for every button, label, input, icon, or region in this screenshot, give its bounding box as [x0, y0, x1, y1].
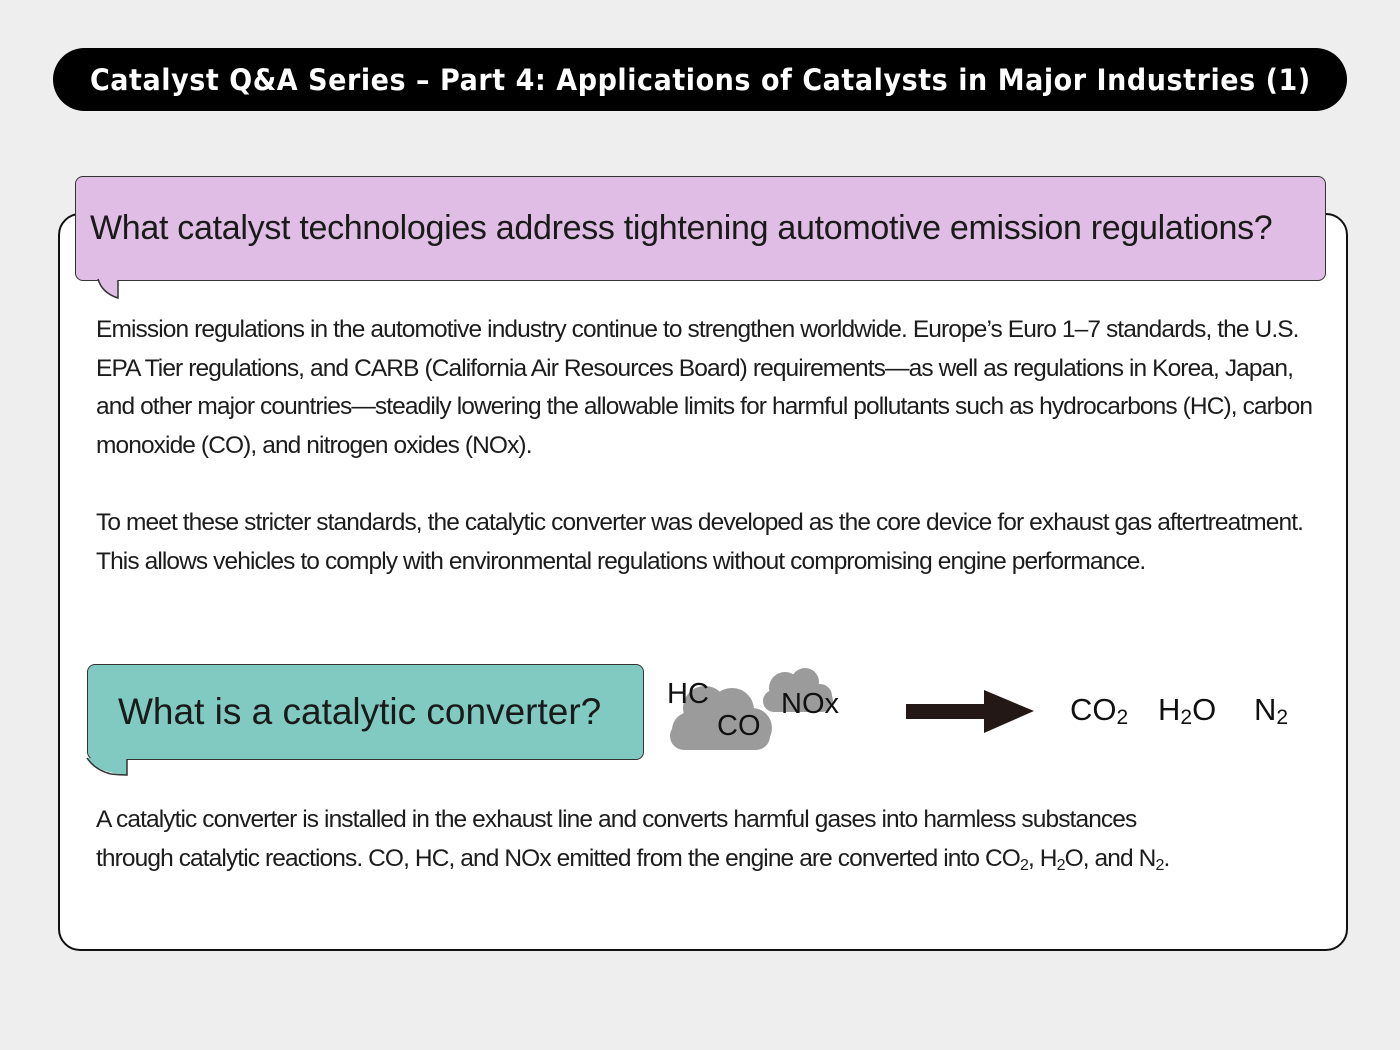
product-co2 — [1070, 692, 1128, 730]
title-banner — [53, 48, 1347, 111]
paragraph-converter-answer — [96, 801, 1326, 885]
question-bubble-converter — [87, 664, 644, 760]
answer-line-2: through catalytic reactions. CO, HC, and NOx emitted from the engine are converted into CO — [96, 844, 1020, 872]
arrow-right-icon — [906, 690, 1036, 734]
question-converter-text: What is a catalytic converter? — [118, 691, 602, 732]
pollutant-nox: NOx — [781, 688, 839, 720]
answer-sub-1: 2 — [1019, 856, 1028, 874]
page-title: Catalyst Q&A Series – Part 4: Applications of Catalysts in Major Industries (1) — [89, 62, 1311, 97]
product-h2o-tail: O — [1192, 692, 1217, 727]
question-emission-text: What catalyst technologies address tightening automotive emission regulations? — [90, 209, 1273, 247]
product-h2o — [1158, 692, 1216, 730]
pollutant-hc: HC — [667, 678, 709, 710]
paragraph-converter-development: To meet these stricter standards, the catalytic converter was developed as the core device for exhaust gas aftertreatment. This allows vehicles to comply with environmental regulations without compromising engine performance. — [96, 509, 1304, 575]
answer-sub-2: 2 — [1056, 856, 1065, 874]
speech-tail-icon — [87, 758, 131, 778]
speech-tail-icon — [98, 279, 122, 299]
product-h2o-base: H — [1158, 692, 1181, 727]
answer-mid-1: , H — [1027, 844, 1057, 872]
answer-end: . — [1163, 844, 1170, 872]
answer-sub-3: 2 — [1155, 856, 1164, 874]
product-co2-sub: 2 — [1116, 706, 1129, 729]
product-co2-base: CO — [1070, 692, 1117, 727]
answer-mid-2: O, and N — [1064, 844, 1156, 872]
product-n2 — [1254, 692, 1288, 730]
pollutant-co: CO — [717, 710, 761, 742]
answer-line-1: A catalytic converter is installed in the exhaust line and converts harmful gases into harmless substances — [96, 806, 1137, 833]
conversion-diagram — [660, 660, 1320, 760]
product-n2-sub: 2 — [1276, 706, 1289, 729]
product-h2o-sub: 2 — [1180, 706, 1193, 729]
paragraph-regulations: Emission regulations in the automotive industry continue to strengthen worldwide. Europe’s Euro 1–7 standards, the U.S. EPA Tier regulations, and CARB (California Air Resources Board) requirements—as well as regulations in Korea, Japan, and other major countries—steadily lowering the allowable limits for harmful pollutants such as hydrocarbons (HC), carbon monoxide (CO), and nitrogen oxides (NOx). — [96, 316, 1313, 459]
product-n2-base: N — [1254, 692, 1277, 727]
question-bubble-emission — [75, 176, 1326, 281]
